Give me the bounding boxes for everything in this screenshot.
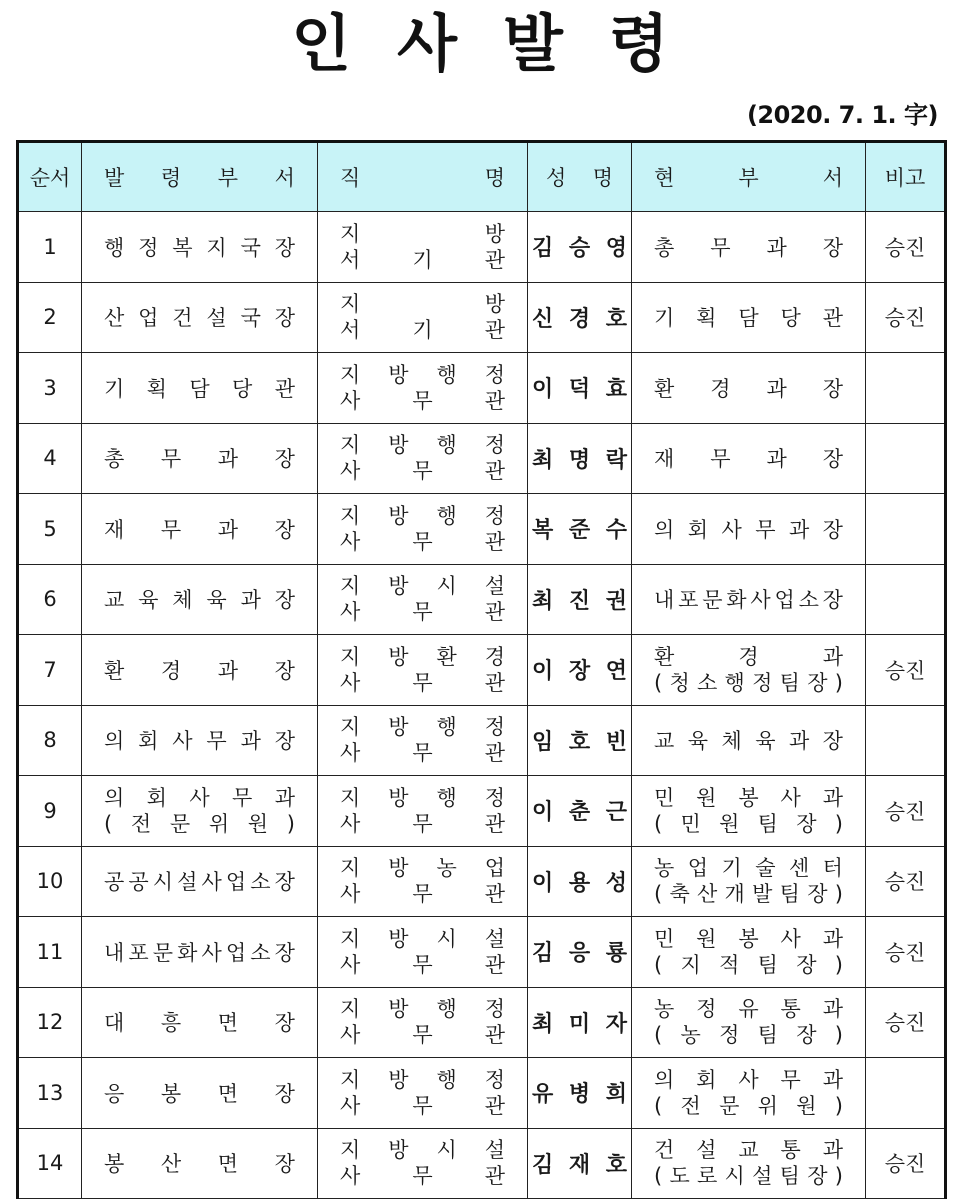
row-current: 농 업 기 술 센 터 ( 축 산 개 발 팀 장 ): [632, 846, 866, 917]
row-rank: 지 방 시 설 사 무 관: [318, 917, 528, 988]
table-row: [18, 282, 946, 353]
row-name: 이 덕 효: [528, 353, 632, 424]
row-name: 유 병 희: [528, 1058, 632, 1129]
table-row: [18, 564, 946, 635]
row-current: 환 경 과 ( 청 소 행 정 팀 장 ): [632, 635, 866, 706]
row-name: 임 호 빈: [528, 705, 632, 776]
row-rank: 지 방 행 정 사 무 관: [318, 705, 528, 776]
header-name: 성 명: [528, 142, 632, 212]
row-name: 최 진 권: [528, 564, 632, 635]
row-current: 민 원 봉 사 과 ( 지 적 팀 장 ): [632, 917, 866, 988]
row-seq: 1: [18, 212, 82, 283]
row-dept: 의 회 사 무 과 장: [82, 705, 318, 776]
row-current: 교 육 체 육 과 장: [632, 705, 866, 776]
row-seq: 3: [18, 353, 82, 424]
row-note: 승진: [866, 282, 946, 353]
row-rank: 지 방 행 정 사 무 관: [318, 776, 528, 847]
row-dept: 내 포 문 화 사 업 소 장: [82, 917, 318, 988]
row-rank: 지 방 행 정 사 무 관: [318, 987, 528, 1058]
row-note: 승진: [866, 212, 946, 283]
table-row: [18, 987, 946, 1058]
row-seq: 6: [18, 564, 82, 635]
table-row: [18, 1058, 946, 1129]
row-note: 승진: [866, 776, 946, 847]
row-seq: 8: [18, 705, 82, 776]
header-note: 비고: [866, 142, 946, 212]
row-note: [866, 494, 946, 565]
row-seq: 14: [18, 1128, 82, 1199]
effective-date: (2020. 7. 1. 字): [746, 101, 938, 129]
row-dept: 대 흥 면 장: [82, 987, 318, 1058]
header-rank: 직 명: [318, 142, 528, 212]
row-dept: 행 정 복 지 국 장: [82, 212, 318, 283]
row-rank: 지 방 농 업 사 무 관: [318, 846, 528, 917]
row-name: 복 준 수: [528, 494, 632, 565]
row-current: 재 무 과 장: [632, 423, 866, 494]
row-dept: 산 업 건 설 국 장: [82, 282, 318, 353]
row-name: 이 장 연: [528, 635, 632, 706]
row-note: [866, 423, 946, 494]
row-dept: 봉 산 면 장: [82, 1128, 318, 1199]
table-row: [18, 846, 946, 917]
row-dept: 공 공 시 설 사 업 소 장: [82, 846, 318, 917]
row-current: 의 회 사 무 과 ( 전 문 위 원 ): [632, 1058, 866, 1129]
row-rank: 지 방 서 기 관: [318, 282, 528, 353]
row-seq: 13: [18, 1058, 82, 1129]
row-seq: 9: [18, 776, 82, 847]
header-seq: 순서: [18, 142, 82, 212]
row-name: 김 재 호: [528, 1128, 632, 1199]
table-row: [18, 705, 946, 776]
row-rank: 지 방 시 설 사 무 관: [318, 564, 528, 635]
table-row: [18, 212, 946, 283]
row-current: 환 경 과 장: [632, 353, 866, 424]
row-note: 승진: [866, 846, 946, 917]
row-dept: 총 무 과 장: [82, 423, 318, 494]
header-dept: 발 령 부 서: [82, 142, 318, 212]
row-current: 건 설 교 통 과 ( 도 로 시 설 팀 장 ): [632, 1128, 866, 1199]
row-name: 신 경 호: [528, 282, 632, 353]
row-name: 김 승 영: [528, 212, 632, 283]
row-seq: 10: [18, 846, 82, 917]
row-seq: 4: [18, 423, 82, 494]
row-dept: 의 회 사 무 과 ( 전 문 위 원 ): [82, 776, 318, 847]
row-note: 승진: [866, 917, 946, 988]
row-rank: 지 방 환 경 사 무 관: [318, 635, 528, 706]
row-dept: 교 육 체 육 과 장: [82, 564, 318, 635]
row-note: [866, 353, 946, 424]
row-seq: 12: [18, 987, 82, 1058]
table-row: [18, 635, 946, 706]
row-seq: 7: [18, 635, 82, 706]
row-rank: 지 방 서 기 관: [318, 212, 528, 283]
row-rank: 지 방 시 설 사 무 관: [318, 1128, 528, 1199]
page-title: 인사발령: [291, 7, 715, 80]
row-current: 내 포 문 화 사 업 소 장: [632, 564, 866, 635]
row-current: 기 획 담 당 관: [632, 282, 866, 353]
row-seq: 2: [18, 282, 82, 353]
row-name: 김 응 룡: [528, 917, 632, 988]
row-current: 민 원 봉 사 과 ( 민 원 팀 장 ): [632, 776, 866, 847]
personnel-table: [16, 140, 947, 1199]
table-row: [18, 353, 946, 424]
table-row: [18, 1128, 946, 1199]
row-rank: 지 방 행 정 사 무 관: [318, 1058, 528, 1129]
table-row: [18, 494, 946, 565]
row-dept: 응 봉 면 장: [82, 1058, 318, 1129]
row-note: 승진: [866, 987, 946, 1058]
row-note: 승진: [866, 1128, 946, 1199]
row-name: 이 용 성: [528, 846, 632, 917]
row-current: 농 정 유 통 과 ( 농 정 팀 장 ): [632, 987, 866, 1058]
row-note: [866, 1058, 946, 1129]
row-name: 최 미 자: [528, 987, 632, 1058]
row-seq: 5: [18, 494, 82, 565]
row-current: 의 회 사 무 과 장: [632, 494, 866, 565]
row-dept: 환 경 과 장: [82, 635, 318, 706]
row-note: 승진: [866, 635, 946, 706]
table-row: [18, 776, 946, 847]
row-dept: 기 획 담 당 관: [82, 353, 318, 424]
row-rank: 지 방 행 정 사 무 관: [318, 423, 528, 494]
table-row: [18, 917, 946, 988]
row-seq: 11: [18, 917, 82, 988]
row-dept: 재 무 과 장: [82, 494, 318, 565]
table-header-row: [18, 142, 946, 212]
table-row: [18, 423, 946, 494]
row-current: 총 무 과 장: [632, 212, 866, 283]
row-note: [866, 705, 946, 776]
row-note: [866, 564, 946, 635]
row-name: 이 춘 근: [528, 776, 632, 847]
header-current: 현 부 서: [632, 142, 866, 212]
row-rank: 지 방 행 정 사 무 관: [318, 494, 528, 565]
row-rank: 지 방 행 정 사 무 관: [318, 353, 528, 424]
row-name: 최 명 락: [528, 423, 632, 494]
